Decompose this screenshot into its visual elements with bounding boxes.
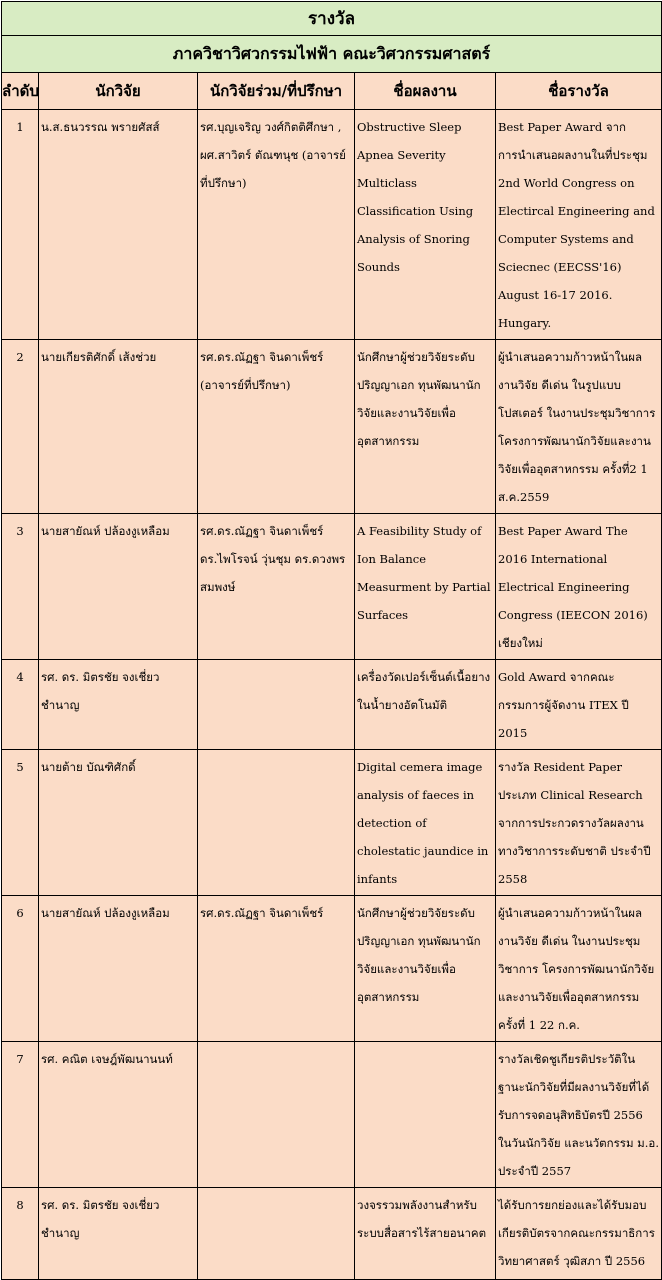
researcher-cell: นายสายัณห์ ปล้องงูเหลือม [39, 896, 198, 1042]
co-researcher-cell: รศ.บุญเจริญ วงศ์กิตติศึกษา , ผศ.สาวิตร์ ตัณฑนุช (อาจารย์ที่ปรึกษา) [198, 110, 355, 340]
table-row [2, 896, 662, 1042]
row-number: 8 [2, 1188, 39, 1280]
awards-table [1, 1, 662, 1280]
table-row [2, 1042, 662, 1188]
table-row [2, 110, 662, 340]
department-row [2, 36, 662, 73]
work-title-cell: A Feasibility Study of Ion Balance Measurment by Partial Surfaces [355, 514, 496, 660]
co-researcher-cell: รศ.ดร.ณัฏฐา จินดาเพ็ชร์ ดร.ไพโรจน์ วุ่นชุม ดร.ดวงพร สมพงษ์ [198, 514, 355, 660]
row-number: 4 [2, 660, 39, 750]
header-row [2, 73, 662, 110]
work-title-cell: Digital cemera image analysis of faeces in detection of cholestatic jaundice in infants [355, 750, 496, 896]
co-researcher-cell [198, 1188, 355, 1280]
header-co-researcher: นักวิจัยร่วม/ที่ปรึกษา [198, 73, 355, 110]
researcher-cell: นายเกียรติศักดิ์ เส้งช่วย [39, 340, 198, 514]
researcher-cell: รศ. คณิต เจษฎ์พัฒนานนท์ [39, 1042, 198, 1188]
row-number: 6 [2, 896, 39, 1042]
work-title-cell: นักศึกษาผู้ช่วยวิจัยระดับปริญญาเอก ทุนพัฒนานักวิจัยและงานวิจัยเพื่ออุตสาหกรรม [355, 896, 496, 1042]
row-number: 3 [2, 514, 39, 660]
co-researcher-cell: รศ.ดร.ณัฏฐา จินดาเพ็ชร์ (อาจารย์ที่ปรึกษา) [198, 340, 355, 514]
row-number: 5 [2, 750, 39, 896]
title-row [2, 2, 662, 36]
row-number: 2 [2, 340, 39, 514]
table-title: รางวัล [2, 2, 662, 36]
header-researcher: นักวิจัย [39, 73, 198, 110]
award-cell: Best Paper Award จากการนำเสนอผลงานในที่ประชุม 2nd World Congress on Electircal Engineering and Computer Systems and Sciecnec (EECSS'16) August 16-17 2016. Hungary. [496, 110, 662, 340]
work-title-cell: วงจรรวมพลังงานสำหรับระบบสื่อสารไร้สายอนาคต [355, 1188, 496, 1280]
table-row [2, 514, 662, 660]
work-title-cell: Obstructive Sleep Apnea Severity Multiclass Classification Using Analysis of Snoring Sounds [355, 110, 496, 340]
row-number: 1 [2, 110, 39, 340]
table-row [2, 1188, 662, 1280]
co-researcher-cell: รศ.ดร.ณัฏฐา จินดาเพ็ชร์ [198, 896, 355, 1042]
work-title-cell [355, 1042, 496, 1188]
work-title-cell: เครื่องวัดเปอร์เซ็นต์เนื้อยางในน้ำยางอัตโนมัติ [355, 660, 496, 750]
co-researcher-cell [198, 750, 355, 896]
award-cell: ผู้นำเสนอความก้าวหน้าในผลงานวิจัย ดีเด่น ในรูปแบบโปสเตอร์ ในงานประชุมวิชาการ โครงการพัฒนานักวิจัยและงานวิจัยเพื่ออุตสาหกรรม ครั้งที่2 1 ส.ค.2559 [496, 340, 662, 514]
researcher-cell: รศ. ดร. มิตรชัย จงเชี่ยวชำนาญ [39, 660, 198, 750]
award-cell: ผู้นำเสนอความก้าวหน้าในผลงานวิจัย ดีเด่น ในงานประชุมวิชาการ โครงการพัฒนานักวิจัยและงานวิจัยเพื่ออุตสาหกรรม ครั้งที่ 1 22 ก.ค. [496, 896, 662, 1042]
table-row [2, 660, 662, 750]
researcher-cell: น.ส.ธนวรรณ พรายศัสส์ [39, 110, 198, 340]
researcher-cell: นายต้าย บัณฑิศักดิ์ [39, 750, 198, 896]
work-title-cell: นักศึกษาผู้ช่วยวิจัยระดับปริญญาเอก ทุนพัฒนานักวิจัยและงานวิจัยเพื่ออุตสาหกรรม [355, 340, 496, 514]
award-cell: Gold Award จากคณะกรรมการผู้จัดงาน ITEX ปี 2015 [496, 660, 662, 750]
header-no: ลำดับ [2, 73, 39, 110]
table-row [2, 750, 662, 896]
table-row [2, 340, 662, 514]
award-cell: ได้รับการยกย่องและได้รับมอบเกียรติบัตรจากคณะกรรมาธิการวิทยาศาสตร์ วุฒิสภา ปี 2556 [496, 1188, 662, 1280]
award-cell: รางวัลเชิดชูเกียรติประวัติในฐานะนักวิจัยที่มีผลงานวิจัยที่ได้รับการจดอนุสิทธิบัตรปี 2556 ในวันนักวิจัย และนวัตกรรม ม.อ. ประจำปี 2557 [496, 1042, 662, 1188]
row-number: 7 [2, 1042, 39, 1188]
award-cell: Best Paper Award The 2016 International Electrical Engineering Congress (IEECON 2016) เชียงใหม่ [496, 514, 662, 660]
researcher-cell: รศ. ดร. มิตรชัย จงเชี่ยวชำนาญ [39, 1188, 198, 1280]
header-award: ชื่อรางวัล [496, 73, 662, 110]
co-researcher-cell [198, 1042, 355, 1188]
department-title: ภาควิชาวิศวกรรมไฟฟ้า คณะวิศวกรรมศาสตร์ [2, 36, 662, 73]
award-cell: รางวัล Resident Paper ประเภท Clinical Research จากการประกวดรางวัลผลงานทางวิชาการระดับชาติ ประจำปี 2558 [496, 750, 662, 896]
header-work: ชื่อผลงาน [355, 73, 496, 110]
researcher-cell: นายสายัณห์ ปล้องงูเหลือม [39, 514, 198, 660]
co-researcher-cell [198, 660, 355, 750]
